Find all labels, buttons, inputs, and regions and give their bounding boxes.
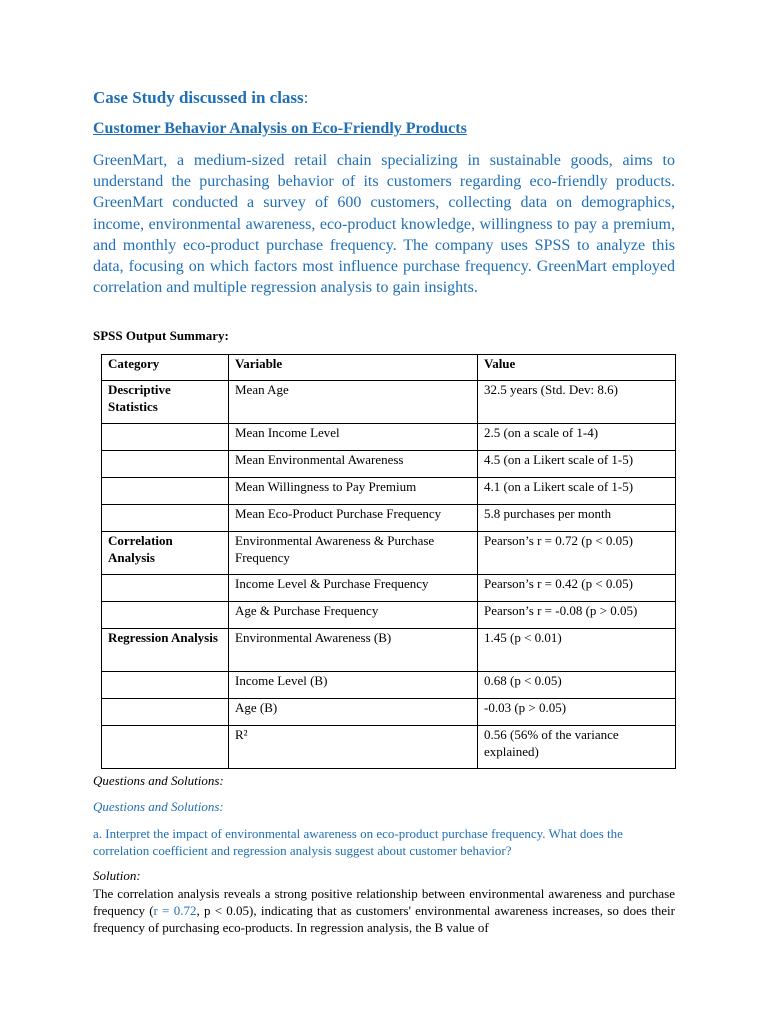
- table-cell-category: Correlation Analysis: [102, 532, 229, 575]
- table-cell-value: Pearson’s r = 0.72 (p < 0.05): [478, 532, 676, 575]
- intro-paragraph: GreenMart, a medium-sized retail chain specializing in sustainable goods, aims to understand the purchasing behavior of its customers regarding eco-friendly products. GreenMart conducted a survey of 600 customers, collecting data on demographics, income, environmental awareness, eco-product knowledge, willingness to pay a premium, and monthly eco-product purchase frequency. The company uses SPSS to analyze this data, focusing on which factors most influence purchase frequency. GreenMart employed correlation and multiple regression analysis to gain insights.: [93, 152, 675, 297]
- header-variable: Variable: [229, 355, 478, 381]
- table-row: [102, 424, 676, 451]
- solution-label: Solution:: [93, 868, 141, 883]
- case-study-heading-text: Case Study discussed in class: [93, 88, 304, 107]
- table-cell-value: Pearson’s r = 0.42 (p < 0.05): [478, 575, 676, 602]
- table-row: [102, 672, 676, 699]
- table-cell-variable: Environmental Awareness (B): [229, 629, 478, 672]
- solution-text-part1: The correlation analysis reveals a strong positive relationship between environmental awareness and purchase frequency (: [93, 886, 675, 918]
- table-cell-category: [102, 699, 229, 726]
- table-cell-value: Pearson’s r = -0.08 (p > 0.05): [478, 602, 676, 629]
- table-cell-variable: Mean Eco-Product Purchase Frequency: [229, 505, 478, 532]
- table-cell-variable: Age & Purchase Frequency: [229, 602, 478, 629]
- table-cell-value: 4.1 (on a Likert scale of 1-5): [478, 478, 676, 505]
- header-category: Category: [102, 355, 229, 381]
- spss-output-label: SPSS Output Summary:: [93, 328, 229, 343]
- table-row: [102, 602, 676, 629]
- table-cell-variable: Mean Willingness to Pay Premium: [229, 478, 478, 505]
- table-header-row: [102, 355, 676, 381]
- table-cell-variable: R²: [229, 726, 478, 769]
- table-cell-value: 1.45 (p < 0.01): [478, 629, 676, 672]
- table-cell-variable: Income Level (B): [229, 672, 478, 699]
- table-row: [102, 451, 676, 478]
- table-cell-category: [102, 451, 229, 478]
- table-cell-variable: Mean Age: [229, 381, 478, 424]
- table-cell-category: [102, 726, 229, 769]
- table-cell-category: [102, 672, 229, 699]
- table-cell-value: 5.8 purchases per month: [478, 505, 676, 532]
- table-cell-category: [102, 505, 229, 532]
- question-a: a. Interpret the impact of environmental awareness on eco-product purchase frequency. What does the correlation coefficient and regression analysis suggest about customer behavior?: [93, 826, 623, 858]
- table-cell-category: [102, 424, 229, 451]
- questions-heading-black: Questions and Solutions:: [93, 773, 224, 788]
- table-row: [102, 478, 676, 505]
- table-cell-value: 4.5 (on a Likert scale of 1-5): [478, 451, 676, 478]
- header-value: Value: [478, 355, 676, 381]
- document-title: Customer Behavior Analysis on Eco-Friendly Products: [93, 120, 467, 137]
- table-row: [102, 381, 676, 424]
- solution-text-part2: , p < 0.05), indicating that as customers' environmental awareness increases, so does their frequency of purchasing eco-products. In regression analysis, the B value of: [93, 903, 675, 935]
- table-cell-value: 32.5 years (Std. Dev: 8.6): [478, 381, 676, 424]
- table-row: [102, 532, 676, 575]
- table-cell-category: [102, 602, 229, 629]
- table-cell-variable: Income Level & Purchase Frequency: [229, 575, 478, 602]
- table-row: [102, 505, 676, 532]
- solution-paragraph: [93, 885, 675, 936]
- case-study-heading: [93, 88, 308, 108]
- table-cell-category: [102, 478, 229, 505]
- table-cell-category: [102, 575, 229, 602]
- table-cell-value: 2.5 (on a scale of 1-4): [478, 424, 676, 451]
- table-cell-variable: Mean Environmental Awareness: [229, 451, 478, 478]
- table-row: [102, 575, 676, 602]
- table-row: [102, 726, 676, 769]
- table-cell-variable: Environmental Awareness & Purchase Frequency: [229, 532, 478, 575]
- solution-r-value: r = 0.72: [153, 903, 197, 918]
- table-cell-value: 0.68 (p < 0.05): [478, 672, 676, 699]
- table-cell-value: 0.56 (56% of the variance explained): [478, 726, 676, 769]
- table-row: [102, 629, 676, 672]
- table-row: [102, 699, 676, 726]
- table-cell-value: -0.03 (p > 0.05): [478, 699, 676, 726]
- table-cell-variable: Age (B): [229, 699, 478, 726]
- questions-heading-blue: Questions and Solutions:: [93, 799, 224, 814]
- case-study-heading-colon: :: [303, 88, 309, 107]
- spss-output-table: [101, 354, 676, 769]
- table-cell-category: Regression Analysis: [102, 629, 229, 672]
- table-cell-category: Descriptive Statistics: [102, 381, 229, 424]
- table-cell-variable: Mean Income Level: [229, 424, 478, 451]
